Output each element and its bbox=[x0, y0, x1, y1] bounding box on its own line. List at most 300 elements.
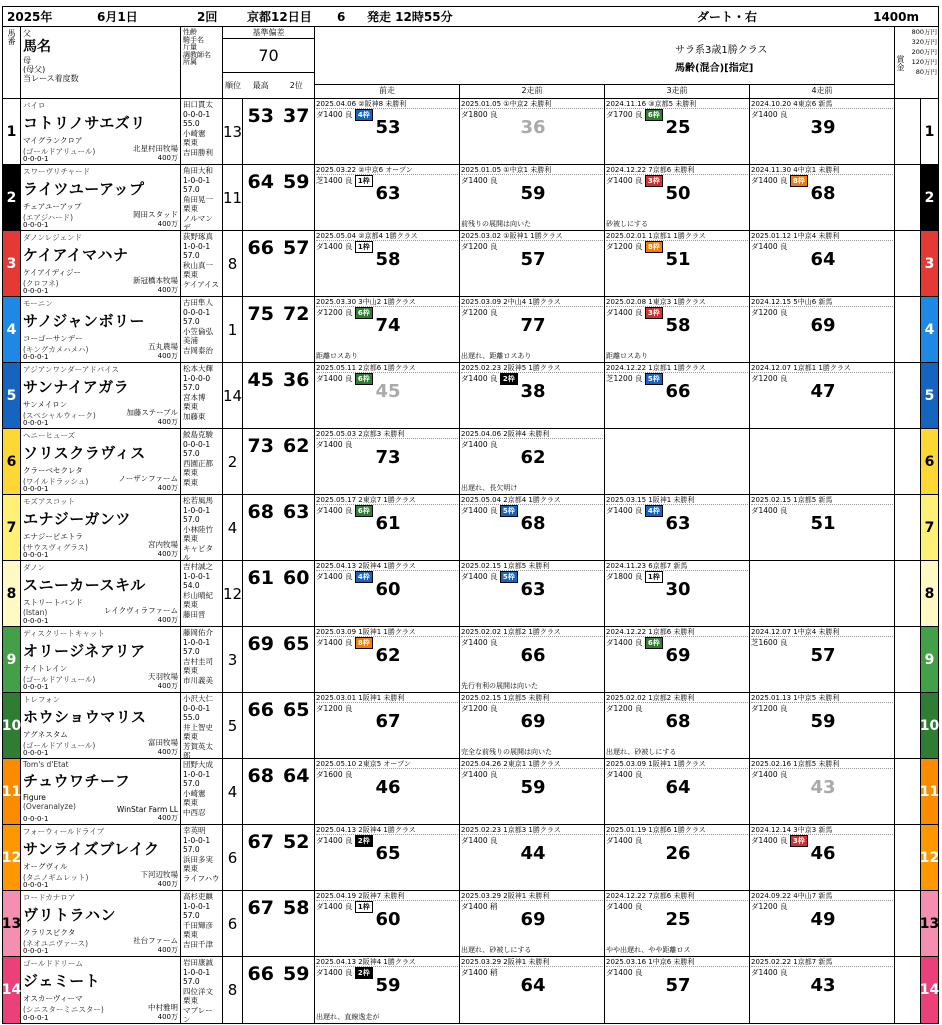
race-score: 58 bbox=[665, 315, 691, 336]
best-label: 最高 bbox=[252, 80, 269, 90]
earnings: 400万 bbox=[157, 682, 178, 690]
horse-row[interactable] bbox=[3, 495, 938, 561]
jockey-info bbox=[181, 165, 223, 230]
jockey-line: 秋山真一 bbox=[183, 260, 213, 270]
prev-race[interactable] bbox=[460, 363, 605, 428]
dam: アグネスタム bbox=[23, 730, 68, 739]
sire: ロードカナロア bbox=[23, 893, 76, 902]
prev-race[interactable] bbox=[750, 297, 895, 362]
earnings: 400万 bbox=[157, 748, 178, 756]
jockey-info bbox=[181, 495, 223, 560]
best-score: 45 bbox=[247, 369, 274, 391]
waku-badge: 2枠 bbox=[500, 373, 518, 385]
prev-race[interactable] bbox=[750, 99, 895, 164]
record: 0-0-0-1 bbox=[23, 947, 49, 955]
jockey-line: ライフハウ bbox=[183, 873, 220, 883]
best-scores bbox=[243, 99, 315, 164]
jockey-line: 井上智史 bbox=[183, 722, 213, 732]
race-title: 2025.04.13 2阪神4 1勝クラス bbox=[316, 957, 458, 967]
race-title: 2025.03.30 3中山2 1勝クラス bbox=[316, 297, 458, 307]
best-scores bbox=[243, 495, 315, 560]
course-text: ダ1400 良 bbox=[316, 836, 353, 845]
horse-row[interactable] bbox=[3, 165, 938, 231]
breeder: 下河辺牧場 bbox=[140, 870, 178, 879]
jockey-line: ケイアイス bbox=[183, 279, 219, 289]
jockey-line: 四位洋文 bbox=[183, 986, 213, 996]
horse-info bbox=[21, 759, 181, 824]
rank: 11 bbox=[223, 165, 243, 230]
race-comment: 完全な前残りの展開は向いた bbox=[461, 748, 552, 756]
horse-name[interactable]: チュウワチーフ bbox=[23, 772, 131, 790]
jockey-label: 騎手名 bbox=[183, 35, 204, 44]
race-score: 46 bbox=[810, 843, 836, 864]
jockey-line: 栗東 bbox=[183, 402, 198, 411]
prev-race[interactable] bbox=[460, 759, 605, 824]
race-score: 63 bbox=[375, 183, 401, 204]
prev-race[interactable] bbox=[460, 297, 605, 362]
jockey-line: 57.0 bbox=[183, 185, 200, 194]
race-title: 2024.09.22 4中山7 新馬 bbox=[751, 891, 893, 901]
race-title: 2025.01.19 1京都6 1勝クラス bbox=[606, 825, 748, 835]
prev-race[interactable] bbox=[315, 693, 460, 758]
record: 0-0-0-1 bbox=[23, 287, 49, 295]
jockey-line: 栗東 bbox=[183, 798, 198, 807]
horse-row[interactable] bbox=[3, 363, 938, 429]
bms: (エアジハード) bbox=[23, 213, 74, 222]
best-scores bbox=[243, 891, 315, 956]
race-title: 2025.05.17 2東京7 1勝クラス bbox=[316, 495, 458, 505]
horse-row[interactable] bbox=[3, 693, 938, 759]
prize-box bbox=[895, 27, 938, 98]
horse-info bbox=[21, 429, 181, 494]
prev1-label: 前走 bbox=[315, 85, 460, 98]
jockey-line: 小崎憲 bbox=[183, 788, 206, 798]
place: 京都12日目 bbox=[247, 10, 312, 24]
waku-badge: 8枠 bbox=[790, 175, 808, 187]
prev-race[interactable] bbox=[750, 495, 895, 560]
waku-badge: 6枠 bbox=[355, 307, 373, 319]
race-title: 2025.03.09 1阪神1 1勝クラス bbox=[316, 627, 458, 637]
umaban: 1 bbox=[3, 99, 21, 164]
waku-badge: 4枠 bbox=[355, 571, 373, 583]
prev-race[interactable] bbox=[460, 891, 605, 956]
rank: 5 bbox=[223, 693, 243, 758]
jockey-line: 栗東 bbox=[183, 534, 198, 543]
best-score: 66 bbox=[247, 963, 274, 985]
course-text: ダ1400 良 bbox=[606, 506, 643, 515]
race-score: 53 bbox=[375, 117, 401, 138]
jockey-line: 0-0-0-1 bbox=[183, 703, 211, 713]
umaban-right: 7 bbox=[920, 495, 938, 560]
jockey-line: 1-0-0-1 bbox=[183, 175, 211, 185]
prev-race[interactable] bbox=[460, 627, 605, 692]
horse-name[interactable]: ライツユーアップ bbox=[23, 180, 145, 198]
course-text: ダ1400 良 bbox=[461, 374, 498, 383]
prev-race[interactable] bbox=[605, 231, 750, 296]
horse-row[interactable] bbox=[3, 231, 938, 297]
race-score: 74 bbox=[375, 315, 401, 336]
race-title: 2025.03.29 2阪神1 未勝利 bbox=[461, 891, 603, 901]
prev-race[interactable] bbox=[750, 891, 895, 956]
prev-races-header bbox=[315, 27, 895, 98]
prev-race[interactable] bbox=[315, 429, 460, 494]
jockey-line: 古田隼人 bbox=[183, 298, 213, 307]
best-score: 69 bbox=[247, 633, 274, 655]
prev-race[interactable] bbox=[605, 627, 750, 692]
race-title: 2025.02.15 1京都5 未勝利 bbox=[461, 693, 603, 703]
best-score: 75 bbox=[247, 303, 274, 325]
course-text: ダ1400 良 bbox=[606, 968, 643, 977]
second-label: 2位 bbox=[289, 80, 303, 90]
sire: スワーヴリチャード bbox=[23, 167, 91, 176]
dam-label: 母 bbox=[23, 56, 31, 65]
age-label: 性齢 bbox=[183, 28, 197, 36]
prev-race[interactable] bbox=[750, 165, 895, 230]
prev-race[interactable] bbox=[460, 429, 605, 494]
jockey-col-label bbox=[181, 27, 223, 98]
umaban-right: 9 bbox=[920, 627, 938, 692]
horse-name[interactable]: ジェミート bbox=[23, 972, 101, 990]
breeder: 中村雅明 bbox=[148, 1003, 178, 1012]
course-text: 芝1200 良 bbox=[606, 374, 643, 383]
rank: 13 bbox=[223, 99, 243, 164]
horse-row[interactable] bbox=[3, 99, 938, 165]
horse-name[interactable]: エナジーガンツ bbox=[23, 510, 131, 528]
race-score: 64 bbox=[810, 249, 836, 270]
umaban: 12 bbox=[3, 825, 21, 890]
best-scores bbox=[243, 561, 315, 626]
race-title: 2025.02.02 1京都2 1勝クラス bbox=[461, 627, 603, 637]
record: 0-0-0-1 bbox=[23, 815, 49, 823]
prev-race[interactable] bbox=[750, 231, 895, 296]
race-title: 2024.11.16 ③京都5 未勝利 bbox=[606, 99, 748, 109]
prev-race[interactable] bbox=[605, 957, 750, 1023]
course-text: ダ1400 良 bbox=[751, 968, 788, 977]
prev-race[interactable] bbox=[315, 759, 460, 824]
jockey-info bbox=[181, 99, 223, 164]
prev-race[interactable] bbox=[460, 495, 605, 560]
jockey-info bbox=[181, 693, 223, 758]
rank: 6 bbox=[223, 891, 243, 956]
race-score: 69 bbox=[665, 645, 691, 666]
earnings: 400万 bbox=[157, 1013, 178, 1021]
course-text: ダ1400 良 bbox=[461, 638, 498, 647]
prev-race[interactable] bbox=[605, 363, 750, 428]
prev-race[interactable] bbox=[605, 891, 750, 956]
horse-row[interactable] bbox=[3, 429, 938, 495]
jockey-line: 1-0-0-1 bbox=[183, 769, 211, 779]
race-score: 46 bbox=[375, 777, 401, 798]
second-score: 65 bbox=[283, 699, 310, 721]
prev-race[interactable] bbox=[750, 693, 895, 758]
race-title: 2025.01.13 1中京5 未勝利 bbox=[751, 693, 893, 703]
jockey-line: 小笠倫弘 bbox=[183, 326, 213, 336]
race-score: 77 bbox=[520, 315, 546, 336]
race-title: 2025.04.26 2東京1 1勝クラス bbox=[461, 759, 603, 769]
name-label: 馬名 bbox=[23, 39, 51, 55]
horse-row[interactable] bbox=[3, 627, 938, 693]
horse-row[interactable] bbox=[3, 891, 938, 957]
race-comment: 出遅れ、砂被しにする bbox=[606, 748, 677, 756]
race-title: 2025.03.15 1阪神1 未勝利 bbox=[606, 495, 748, 505]
umaban: 7 bbox=[3, 495, 21, 560]
horse-name[interactable]: サンナイアガラ bbox=[23, 378, 130, 396]
prev-race[interactable] bbox=[315, 891, 460, 956]
race-title: 2024.12.07 1京都1 1勝クラス bbox=[751, 363, 893, 373]
jockey-line: 57.0 bbox=[183, 977, 200, 986]
jockey-line: 幸英明 bbox=[183, 826, 206, 835]
course-text: ダ1400 良 bbox=[461, 506, 498, 515]
prev-race[interactable] bbox=[315, 561, 460, 626]
race-score: 73 bbox=[375, 447, 401, 468]
prev-race[interactable] bbox=[315, 99, 460, 164]
prev-race[interactable] bbox=[460, 825, 605, 890]
prev-race[interactable] bbox=[605, 825, 750, 890]
earnings: 400万 bbox=[157, 616, 178, 624]
rank: 8 bbox=[223, 957, 243, 1023]
course-text: ダ1400 良 bbox=[316, 440, 353, 449]
race-comment: 距離ロスあり bbox=[606, 352, 648, 360]
race-comment: 出遅れ、砂被しにする bbox=[461, 946, 532, 954]
course: ダート・右 bbox=[697, 10, 758, 24]
horse-info bbox=[21, 693, 181, 758]
race-title: 2025.03.02 ①阪神1 1勝クラス bbox=[461, 231, 603, 241]
jockey-line: 杉山晴紀 bbox=[183, 590, 213, 600]
race-score: 59 bbox=[810, 711, 836, 732]
horse-name[interactable]: サンライズブレイク bbox=[23, 840, 160, 858]
course-text: ダ1400 良 bbox=[461, 572, 498, 581]
race-title: 2025.03.01 1阪神1 未勝利 bbox=[316, 693, 458, 703]
prev-race[interactable] bbox=[460, 693, 605, 758]
best-scores bbox=[243, 825, 315, 890]
jockey-line: 0-0-0-1 bbox=[183, 439, 211, 449]
jockey-line: 0-0-0-1 bbox=[183, 109, 211, 119]
race-score: 62 bbox=[520, 447, 546, 468]
jockey-line: 57.0 bbox=[183, 251, 200, 260]
prev-race[interactable] bbox=[315, 627, 460, 692]
record: 0-0-0-1 bbox=[23, 419, 49, 427]
race-score: 66 bbox=[665, 381, 691, 402]
waku-badge: 3枠 bbox=[645, 307, 663, 319]
jockey-info bbox=[181, 825, 223, 890]
prev-race[interactable] bbox=[605, 495, 750, 560]
jockey-line: 栗東 bbox=[183, 666, 198, 675]
race-score: 60 bbox=[375, 909, 401, 930]
jockey-line: 57.0 bbox=[183, 515, 200, 524]
best-score: 68 bbox=[247, 501, 274, 523]
prev-race[interactable] bbox=[460, 957, 605, 1023]
course-text: ダ1200 良 bbox=[316, 704, 353, 713]
horse-name[interactable]: オリージネアリア bbox=[23, 642, 146, 660]
umaban-right: 14 bbox=[920, 957, 938, 1023]
race-title: 2025.02.22 1京都7 新馬 bbox=[751, 957, 893, 967]
dam: マイグランクロア bbox=[23, 136, 83, 145]
prev-race[interactable] bbox=[315, 495, 460, 560]
horse-name[interactable]: コトリノサエズリ bbox=[23, 114, 146, 132]
race-score: 64 bbox=[520, 975, 546, 996]
race-score: 62 bbox=[375, 645, 401, 666]
course-text: 芝1400 良 bbox=[316, 176, 353, 185]
waku-badge: 5枠 bbox=[500, 505, 518, 517]
bms: (Istan) bbox=[23, 608, 48, 617]
race-title: 2025.01.05 ①中京1 未勝利 bbox=[461, 165, 603, 175]
course-text: 芝1600 良 bbox=[751, 638, 788, 647]
prev-race[interactable] bbox=[605, 759, 750, 824]
race-title: 2025.03.09 1阪神1 1勝クラス bbox=[606, 759, 748, 769]
race-score: 64 bbox=[665, 777, 691, 798]
course-text: ダ1200 良 bbox=[751, 308, 788, 317]
jockey-info bbox=[181, 561, 223, 626]
second-score: 52 bbox=[283, 831, 310, 853]
course-text: ダ1400 良 bbox=[606, 770, 643, 779]
horse-info bbox=[21, 165, 181, 230]
best-scores bbox=[243, 165, 315, 230]
course-text: ダ1400 良 bbox=[316, 374, 353, 383]
race-comment: 出遅れ、距離ロスあり bbox=[461, 352, 532, 360]
best-scores bbox=[243, 429, 315, 494]
jockey-info bbox=[181, 957, 223, 1023]
jockey-line: 吉村誠之 bbox=[183, 562, 213, 571]
waku-badge: 5枠 bbox=[645, 373, 663, 385]
prev-race[interactable] bbox=[315, 363, 460, 428]
best-score: 67 bbox=[247, 831, 274, 853]
prev-race[interactable] bbox=[750, 759, 895, 824]
course-text: ダ1600 良 bbox=[316, 770, 353, 779]
race-comment: 先行有利の展開は向いた bbox=[461, 682, 538, 690]
umaban: 4 bbox=[3, 297, 21, 362]
jockey-line: 団野大成 bbox=[183, 760, 213, 769]
race-score: 60 bbox=[375, 579, 401, 600]
horse-name[interactable]: ホウショウマリス bbox=[23, 708, 147, 726]
horse-row[interactable] bbox=[3, 297, 938, 363]
year: 2025年 bbox=[7, 10, 53, 24]
horse-name[interactable]: サノジャンボリー bbox=[23, 312, 146, 330]
umaban: 10 bbox=[3, 693, 21, 758]
course-text: ダ1400 良 bbox=[316, 572, 353, 581]
race-title: 2025.04.13 2阪神4 1勝クラス bbox=[316, 561, 458, 571]
jockey-line: 加藤東 bbox=[183, 411, 206, 421]
prev-race[interactable] bbox=[315, 825, 460, 890]
bms: (ゴールドアリュール) bbox=[23, 675, 96, 684]
course-text: ダ1800 良 bbox=[606, 572, 643, 581]
second-score: 57 bbox=[283, 237, 310, 259]
race-title: 2025.03.09 2中山4 1勝クラス bbox=[461, 297, 603, 307]
sire: ディスクリートキャット bbox=[23, 629, 105, 638]
prev-race[interactable] bbox=[315, 231, 460, 296]
horse-name[interactable]: スニーカースキル bbox=[23, 576, 146, 594]
record: 0-0-0-1 bbox=[23, 353, 49, 361]
prev-race[interactable] bbox=[750, 363, 895, 428]
horse-row[interactable] bbox=[3, 957, 938, 1023]
bms: (スペシャルウィーク) bbox=[23, 411, 96, 420]
race-score: 26 bbox=[665, 843, 691, 864]
course-text: ダ1400 稍 bbox=[461, 968, 498, 977]
second-score: 64 bbox=[283, 765, 310, 787]
rank: 14 bbox=[223, 363, 243, 428]
breeder: 北星村田牧場 bbox=[133, 144, 178, 153]
course-text: ダ1400 良 bbox=[606, 638, 643, 647]
waku-badge: 1枠 bbox=[355, 901, 373, 913]
race-title: 2025.02.15 1京都5 新馬 bbox=[751, 495, 893, 505]
base-col bbox=[223, 27, 315, 98]
race-score: 43 bbox=[810, 975, 836, 996]
prize-5: 80万円 bbox=[915, 68, 937, 76]
umaban-right: 4 bbox=[920, 297, 938, 362]
prev-race[interactable] bbox=[460, 231, 605, 296]
base-label: 基準偏差 bbox=[223, 27, 314, 39]
horse-row[interactable] bbox=[3, 561, 938, 627]
horse-row[interactable] bbox=[3, 759, 938, 825]
rank: 1 bbox=[223, 297, 243, 362]
sire: ヘニーヒューズ bbox=[23, 431, 76, 440]
race-empty bbox=[750, 429, 895, 494]
jockey-info bbox=[181, 429, 223, 494]
rank: 12 bbox=[223, 561, 243, 626]
record: 0-0-0-1 bbox=[23, 749, 49, 757]
race-title: 2025.04.19 2阪神7 未勝利 bbox=[316, 891, 458, 901]
prev-race[interactable] bbox=[460, 561, 605, 626]
jockey-info bbox=[181, 363, 223, 428]
prev-race[interactable] bbox=[315, 165, 460, 230]
prev-race[interactable] bbox=[605, 561, 750, 626]
jockey-line: 松若風馬 bbox=[183, 496, 213, 505]
jockey-line: 1-0-0-1 bbox=[183, 637, 211, 647]
race-comment: 出遅れ、長欠明け bbox=[461, 484, 518, 492]
horse-row[interactable] bbox=[3, 825, 938, 891]
prev-race[interactable] bbox=[750, 627, 895, 692]
race-title: 2025.03.16 1中京6 未勝利 bbox=[606, 957, 748, 967]
second-score: 37 bbox=[283, 105, 310, 127]
jockey-line: 1-0-0-1 bbox=[183, 967, 211, 977]
course-text: ダ1200 良 bbox=[751, 374, 788, 383]
race-class: サラ系3歳1勝クラス bbox=[675, 45, 768, 56]
prev-race[interactable] bbox=[605, 693, 750, 758]
prev-race[interactable] bbox=[460, 165, 605, 230]
race-score: 36 bbox=[520, 117, 546, 138]
dam: オーグヴィル bbox=[23, 862, 68, 871]
breeder: 富田牧場 bbox=[148, 738, 178, 747]
horse-name[interactable]: ケイアイマハナ bbox=[23, 246, 129, 264]
prev-race[interactable] bbox=[750, 825, 895, 890]
race-title: 2025.04.06 2阪神4 未勝利 bbox=[461, 429, 603, 439]
prev-race[interactable] bbox=[315, 297, 460, 362]
waku-badge: 6枠 bbox=[645, 637, 663, 649]
prev-race[interactable] bbox=[750, 957, 895, 1023]
best-scores bbox=[243, 693, 315, 758]
race-score: 47 bbox=[810, 381, 836, 402]
waku-badge: 4枠 bbox=[355, 109, 373, 121]
course-text: ダ1400 良 bbox=[751, 506, 788, 515]
prev-race[interactable] bbox=[605, 297, 750, 362]
prev-race[interactable] bbox=[315, 957, 460, 1023]
jockey-line: マブレーン bbox=[183, 1005, 213, 1024]
umaban-right: 8 bbox=[920, 561, 938, 626]
race-title: 2025.02.15 1京都5 未勝利 bbox=[461, 561, 603, 571]
best-score: 66 bbox=[247, 237, 274, 259]
umaban: 6 bbox=[3, 429, 21, 494]
jockey-line: 芳賀英太郎 bbox=[183, 741, 213, 760]
horse-name[interactable]: ヴリトラハン bbox=[23, 906, 117, 924]
jockey-info bbox=[181, 231, 223, 296]
sire-label: 父 bbox=[23, 29, 31, 38]
prev-race[interactable] bbox=[460, 99, 605, 164]
race-title: 2024.12.07 1中京4 未勝利 bbox=[751, 627, 893, 637]
prev-race[interactable] bbox=[605, 165, 750, 230]
prev-race[interactable] bbox=[605, 99, 750, 164]
horse-info bbox=[21, 363, 181, 428]
jockey-line: 松本大輝 bbox=[183, 364, 213, 373]
horse-name[interactable]: ソリスクラヴィス bbox=[23, 444, 146, 462]
